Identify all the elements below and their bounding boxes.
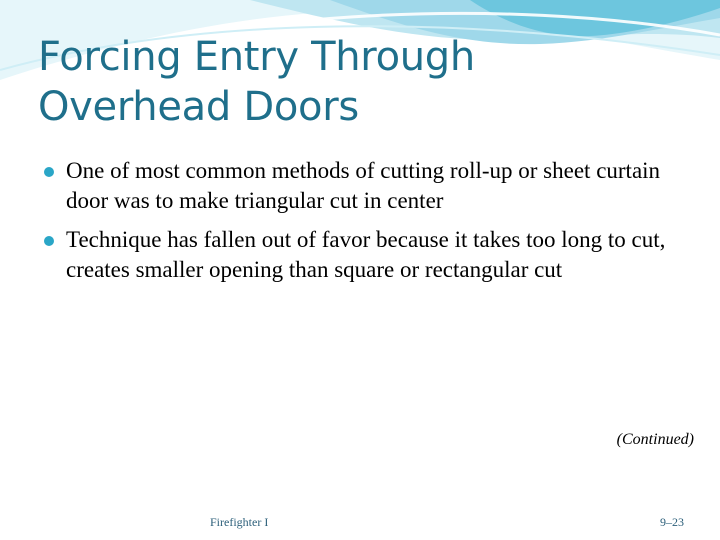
bullet-item (44, 225, 694, 285)
slide-title-line-2: Overhead Doors (38, 84, 359, 130)
slide-title (38, 32, 638, 132)
bullet-dot-icon (44, 167, 54, 177)
footer-page-reference: 9–23 (660, 515, 684, 529)
slide-title-line-1: Forcing Entry Through (38, 34, 475, 80)
bullet-list (44, 156, 694, 294)
bullet-item (44, 156, 694, 216)
bullet-text: Technique has fallen out of favor because it takes too long to cut, creates smaller opening than square or rectangular cut (66, 227, 666, 282)
footer-course-label: Firefighter I (210, 515, 269, 529)
bullet-dot-icon (44, 236, 54, 246)
continued-note: (Continued) (616, 431, 694, 448)
bullet-text: One of most common methods of cutting roll-up or sheet curtain door was to make triangular cut in center (66, 158, 661, 213)
